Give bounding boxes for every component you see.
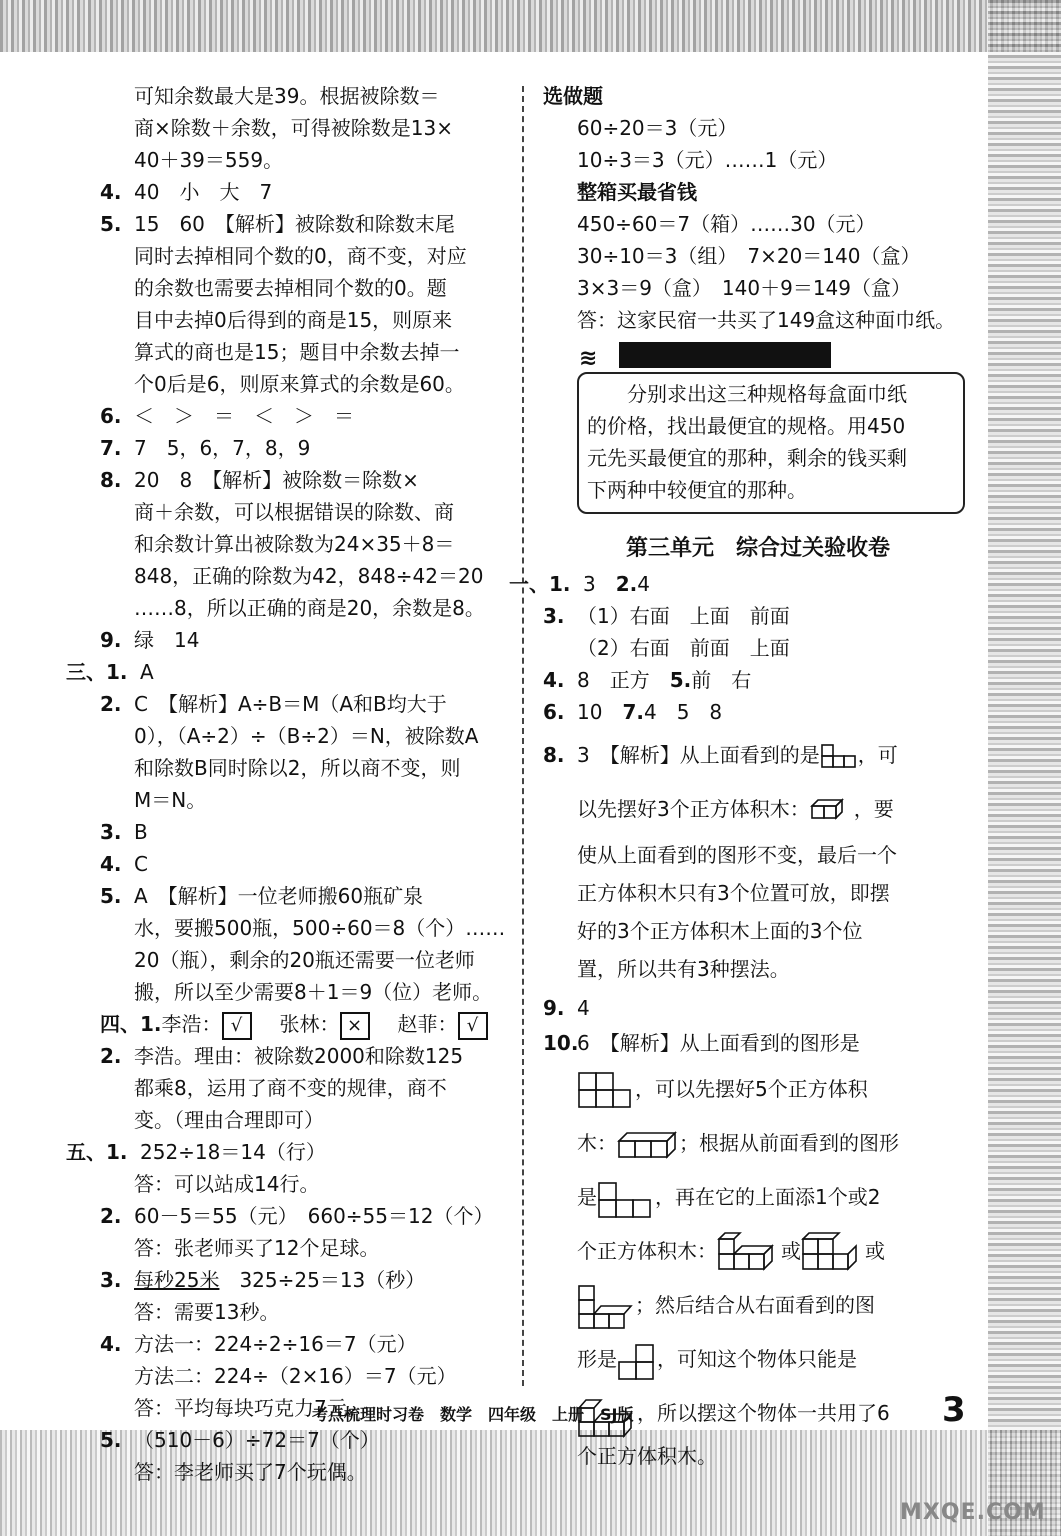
item-number: 6. bbox=[543, 700, 565, 724]
answer-text: 搬，所以至少需要8＋1＝9（位）老师。 bbox=[134, 980, 493, 1004]
answer-line bbox=[66, 656, 505, 688]
answer-text: 方法一：224÷2÷16＝7（元） bbox=[134, 1332, 417, 1356]
answer-text: C 【解析】A÷B＝M（A和B均大于 bbox=[134, 692, 447, 716]
answer-text: 8 正方 bbox=[577, 668, 670, 692]
check-box-3: √ bbox=[458, 1012, 488, 1040]
answer-text: 整箱买最省钱 bbox=[577, 180, 697, 204]
answer-text: 变。（理由合理即可） bbox=[134, 1108, 324, 1132]
answer-line bbox=[100, 368, 505, 400]
answer-line bbox=[100, 752, 505, 784]
answer-text: ，可 bbox=[857, 743, 898, 767]
answer-text: 答：李老师买了7个玩偶。 bbox=[134, 1460, 367, 1484]
student-name-2: 张林： bbox=[279, 1012, 340, 1036]
answer-8-line1 bbox=[543, 728, 973, 782]
answer-text: （510－6）÷72＝7（个） bbox=[134, 1428, 380, 1452]
answer-text: 和除数B同时除以2，所以商不变，则 bbox=[134, 756, 461, 780]
answer-line bbox=[100, 1456, 505, 1488]
answer-text: 是 bbox=[577, 1185, 597, 1209]
answer-text: ……8，所以正确的商是20，余数是8。 bbox=[134, 596, 485, 620]
answer-line: 使从上面看到的图形不变，最后一个 bbox=[577, 843, 897, 867]
check-box-2: × bbox=[340, 1012, 370, 1040]
answer-line bbox=[543, 208, 973, 240]
answer-text: 同时去掉相同个数的0，商不变，对应 bbox=[134, 244, 467, 268]
answer-text: 个正方体积木： bbox=[577, 1239, 717, 1263]
answer-line bbox=[543, 272, 973, 304]
answer-10-line6 bbox=[543, 1278, 973, 1332]
answer-line bbox=[100, 80, 505, 112]
answer-text: 绿 14 bbox=[134, 628, 200, 652]
answer-text: 答：平均每块巧克力7元。 bbox=[134, 1396, 367, 1420]
answer-line bbox=[100, 944, 505, 976]
answer-line bbox=[543, 176, 973, 208]
answer-line bbox=[100, 432, 505, 464]
item-number: 4. bbox=[100, 1332, 122, 1356]
student-name-1: 李浩： bbox=[161, 1012, 222, 1036]
right-answers-a bbox=[543, 80, 973, 336]
answer-line bbox=[100, 816, 505, 848]
answer-text: ，可以先摆好5个正方体积 bbox=[635, 1077, 868, 1101]
answer-line bbox=[100, 336, 505, 368]
answer-text: 20 8 【解析】被除数＝除数× bbox=[134, 468, 419, 492]
answer-line bbox=[100, 1232, 505, 1264]
answer-line bbox=[100, 1168, 505, 1200]
answer-line bbox=[100, 912, 505, 944]
answer-5-3 bbox=[100, 1264, 505, 1296]
answer-text: ；根据从前面看到的图形 bbox=[679, 1131, 899, 1155]
column-divider bbox=[522, 86, 524, 1386]
answer-text: （2）右面 前面 上面 bbox=[577, 636, 790, 660]
answer-text: 或 bbox=[781, 1239, 801, 1263]
answer-text: 算式的商也是15；题目中余数去掉一 bbox=[134, 340, 460, 364]
item-number: 3. bbox=[100, 1268, 122, 1292]
answer-line bbox=[100, 688, 505, 720]
answer-text: 40 小 大 7 bbox=[134, 180, 273, 204]
answer-line bbox=[100, 176, 505, 208]
answer-10-line1 bbox=[543, 1024, 973, 1062]
student-name-3: 赵菲： bbox=[397, 1012, 458, 1036]
answer-line bbox=[100, 496, 505, 528]
answer-text: 的余数也需要去掉相同个数的0。题 bbox=[134, 276, 447, 300]
answer-line: 置，所以共有3种摆法。 bbox=[577, 957, 790, 981]
answer-line bbox=[543, 144, 973, 176]
answer-text: 7 5，6，7，8，9 bbox=[134, 436, 311, 460]
cubes-option-3-icon bbox=[577, 1284, 635, 1330]
item-number: 5. bbox=[669, 668, 692, 692]
answer-text: 60÷20＝3（元） bbox=[577, 116, 738, 140]
answer-line bbox=[100, 1200, 505, 1232]
answer-line bbox=[100, 144, 505, 176]
left-answers-b bbox=[66, 1040, 505, 1264]
item-number: 1. bbox=[140, 1012, 162, 1036]
section-prefix: 五、 bbox=[66, 1140, 106, 1164]
item-number: 5. bbox=[100, 884, 122, 908]
answer-text: 10 bbox=[577, 700, 623, 724]
answer-text: 40＋39＝559。 bbox=[134, 148, 284, 172]
answer-line bbox=[100, 528, 505, 560]
tip-title-bar bbox=[619, 342, 831, 368]
tip-line: 元先买最便宜的那种，剩余的钱买剩 bbox=[587, 446, 907, 470]
answer-line bbox=[100, 208, 505, 240]
answer-text: B bbox=[134, 820, 148, 844]
answer-text: 商＋余数，可以根据错误的除数、商 bbox=[134, 500, 454, 524]
underlined-unit: 每秒25米 bbox=[134, 1268, 220, 1292]
tip-line: 的价格，找出最便宜的规格。用450 bbox=[587, 414, 906, 438]
section-prefix: 四、 bbox=[100, 1012, 140, 1036]
watermark-text: MXQE.COM bbox=[900, 1500, 1046, 1525]
item-number: 4. bbox=[100, 852, 122, 876]
item-number: 6. bbox=[100, 404, 122, 428]
answer-line bbox=[543, 632, 973, 664]
right-answers-b bbox=[509, 568, 973, 728]
tip-box bbox=[577, 372, 965, 514]
answer-text: ，要 bbox=[853, 797, 894, 821]
answer-text: 形是 bbox=[577, 1347, 617, 1371]
answer-line bbox=[543, 696, 973, 728]
page-border-top bbox=[0, 0, 1061, 52]
answer-text: 20（瓶），剩余的20瓶还需要一位老师 bbox=[134, 948, 475, 972]
page-number: 3 bbox=[942, 1390, 966, 1430]
answer-line bbox=[100, 1360, 505, 1392]
answer-text: 选做题 bbox=[543, 84, 603, 108]
cubes-option-2-icon bbox=[801, 1231, 865, 1275]
item-number: 2. bbox=[100, 1204, 122, 1228]
top-view-three-squares-icon bbox=[820, 743, 858, 771]
item-number: 10. bbox=[543, 1031, 579, 1055]
answer-text: M＝N。 bbox=[134, 788, 207, 812]
answer-text: 答：张老师买了12个足球。 bbox=[134, 1236, 380, 1260]
section-prefix: 一、 bbox=[509, 572, 549, 596]
answer-line bbox=[543, 80, 973, 112]
answer-text: 个0后是6，则原来算式的余数是60。 bbox=[134, 372, 465, 396]
answer-text: ，再在它的上面添1个或2 bbox=[655, 1185, 881, 1209]
item-number: 2. bbox=[100, 692, 122, 716]
answer-text: 3×3＝9（盒） 140＋9＝149（盒） bbox=[577, 276, 912, 300]
top-view-grid-icon bbox=[577, 1071, 635, 1111]
answer-line bbox=[100, 400, 505, 432]
answer-line: 好的3个正方体积木上面的3个位 bbox=[577, 919, 863, 943]
tip-line: 下两种中较便宜的那种。 bbox=[587, 478, 807, 502]
item-number: 2. bbox=[615, 572, 638, 596]
answer-text: 325÷25＝13（秒） bbox=[219, 1268, 426, 1292]
tip-header bbox=[543, 342, 973, 371]
answer-line bbox=[543, 664, 973, 696]
page-border-right bbox=[988, 0, 1061, 1536]
answer-line bbox=[100, 1072, 505, 1104]
answer-line bbox=[543, 600, 973, 632]
answer-line bbox=[100, 976, 505, 1008]
item-number: 1. bbox=[549, 572, 571, 596]
section-prefix: 三、 bbox=[66, 660, 106, 684]
answer-text: 3 【解析】从上面看到的是 bbox=[577, 743, 820, 767]
answer-text: 可知余数最大是39。根据被除数＝ bbox=[134, 84, 440, 108]
answer-8-line2 bbox=[543, 782, 973, 836]
answer-text: 方法二：224÷（2×16）＝7（元） bbox=[134, 1364, 457, 1388]
answer-line bbox=[100, 720, 505, 752]
answer-text: 前 右 bbox=[691, 668, 752, 692]
answer-line bbox=[100, 560, 505, 592]
three-cubes-icon bbox=[810, 796, 854, 826]
five-cubes-icon bbox=[617, 1129, 679, 1161]
answer-text: 李浩。理由：被除数2000和除数125 bbox=[134, 1044, 464, 1068]
answer-text: ；然后结合从右面看到的图 bbox=[635, 1293, 875, 1317]
item-number: 1. bbox=[106, 1140, 128, 1164]
answer-text: 目中去掉0后得到的商是15，则原来 bbox=[134, 308, 453, 332]
item-number: 8. bbox=[543, 743, 565, 767]
answer-text: 和余数计算出被除数为24×35＋8＝ bbox=[134, 532, 455, 556]
item-number: 4. bbox=[100, 180, 122, 204]
footer-book-title: 考点梳理时习卷 数学 四年级 上册 SJ版 bbox=[312, 1405, 634, 1424]
answer-text: 都乘8，运用了商不变的规律，商不 bbox=[134, 1076, 447, 1100]
answer-text: 4 5 8 bbox=[643, 700, 723, 724]
item-number: 7. bbox=[622, 700, 644, 724]
answer-line bbox=[100, 1296, 505, 1328]
left-column bbox=[66, 80, 506, 1488]
item-number: 5. bbox=[100, 212, 122, 236]
answer-text: 答：这家民宿一共买了149盒这种面巾纸。 bbox=[577, 308, 956, 332]
right-view-icon bbox=[617, 1341, 657, 1381]
answer-line bbox=[100, 464, 505, 496]
answer-text: 以先摆好3个正方体积木： bbox=[577, 797, 810, 821]
answer-text: 60－5＝55（元） 660÷55＝12（个） bbox=[134, 1204, 494, 1228]
answer-text: 水，要搬500瓶，500÷60＝8（个）…… bbox=[134, 916, 506, 940]
item-number: 5. bbox=[100, 1428, 122, 1452]
answer-text: 答：可以站成14行。 bbox=[134, 1172, 320, 1196]
answer-line bbox=[100, 592, 505, 624]
answer-text: A 【解析】一位老师搬60瓶矿泉 bbox=[134, 884, 424, 908]
answer-9 bbox=[543, 992, 973, 1024]
answer-line bbox=[100, 112, 505, 144]
answer-line bbox=[66, 1136, 505, 1168]
answer-text: 252÷18＝14（行） bbox=[140, 1140, 326, 1164]
item-number: 3. bbox=[100, 820, 122, 844]
answer-line bbox=[100, 240, 505, 272]
answer-10-line3 bbox=[543, 1116, 973, 1170]
answer-text: 木： bbox=[577, 1131, 617, 1155]
left-answers-c bbox=[100, 1296, 505, 1488]
answer-text: 848，正确的除数为42，848÷42＝20 bbox=[134, 564, 484, 588]
section-title: 第三单元 综合过关验收卷 bbox=[625, 536, 890, 561]
answer-text: A bbox=[140, 660, 154, 684]
answer-text: 商×除数＋余数，可得被除数是13× bbox=[134, 116, 453, 140]
item-number: 7. bbox=[100, 436, 122, 460]
answer-text: （1）右面 上面 前面 bbox=[577, 604, 790, 628]
answer-line bbox=[509, 568, 973, 600]
answer-4-1 bbox=[100, 1008, 505, 1040]
answer-10-line4 bbox=[543, 1170, 973, 1224]
answer-text: 0），（A÷2）÷（B÷2）＝N，被除数A bbox=[134, 724, 479, 748]
answer-line bbox=[100, 624, 505, 656]
answer-text: ＜ ＞ ＝ ＜ ＞ ＝ bbox=[134, 404, 354, 428]
answer-line bbox=[100, 848, 505, 880]
answer-8-rest bbox=[543, 836, 973, 988]
item-number: 2. bbox=[100, 1044, 122, 1068]
answer-line bbox=[100, 272, 505, 304]
answer-text: ，所以摆这个物体一共用了6 bbox=[637, 1401, 890, 1425]
answer-line bbox=[100, 1040, 505, 1072]
answer-line bbox=[100, 1104, 505, 1136]
answer-line bbox=[100, 1328, 505, 1360]
check-box-1: √ bbox=[222, 1012, 252, 1040]
right-column bbox=[509, 80, 973, 1472]
answer-line bbox=[100, 880, 505, 912]
answer-text: 3 bbox=[583, 572, 616, 596]
item-number: 3. bbox=[543, 604, 565, 628]
answer-text: C bbox=[134, 852, 148, 876]
answer-text: 30÷10＝3（组） 7×20＝140（盒） bbox=[577, 244, 921, 268]
answer-line bbox=[543, 304, 973, 336]
answer-10-line5 bbox=[543, 1224, 973, 1278]
answer-10-line2 bbox=[543, 1062, 973, 1116]
item-number: 4. bbox=[543, 668, 565, 692]
answer-10-line9: 个正方体积木。 bbox=[577, 1444, 717, 1468]
cubes-option-1-icon bbox=[717, 1231, 781, 1275]
answer-text: 15 60 【解析】被除数和除数末尾 bbox=[134, 212, 455, 236]
answer-text: 4 bbox=[577, 996, 590, 1020]
answer-text: ，可知这个物体只能是 bbox=[657, 1347, 857, 1371]
item-number: 1. bbox=[106, 660, 128, 684]
left-answers-a bbox=[66, 80, 506, 1008]
answer-10-line7 bbox=[543, 1332, 973, 1386]
tip-waves-icon: ≋ bbox=[579, 346, 598, 371]
answer-line bbox=[543, 240, 973, 272]
answer-text: 450÷60＝7（箱）……30（元） bbox=[577, 212, 876, 236]
answer-line bbox=[543, 112, 973, 144]
answer-text: 4 bbox=[637, 572, 650, 596]
answer-line: 正方体积木只有3个位置可放，即摆 bbox=[577, 881, 890, 905]
item-number: 8. bbox=[100, 468, 122, 492]
answer-line bbox=[100, 1424, 505, 1456]
tip-line: 分别求出这三种规格每盒面巾纸 bbox=[587, 382, 907, 406]
answer-line bbox=[100, 304, 505, 336]
answer-text: 或 bbox=[865, 1239, 885, 1263]
answer-text: 6 【解析】从上面看到的图形是 bbox=[577, 1031, 860, 1055]
item-number: 9. bbox=[100, 628, 122, 652]
answer-text: 10÷3＝3（元）……1（元） bbox=[577, 148, 838, 172]
item-number: 9. bbox=[543, 996, 565, 1020]
front-view-icon bbox=[597, 1179, 655, 1219]
answer-text: 答：需要13秒。 bbox=[134, 1300, 280, 1324]
answer-line bbox=[100, 784, 505, 816]
